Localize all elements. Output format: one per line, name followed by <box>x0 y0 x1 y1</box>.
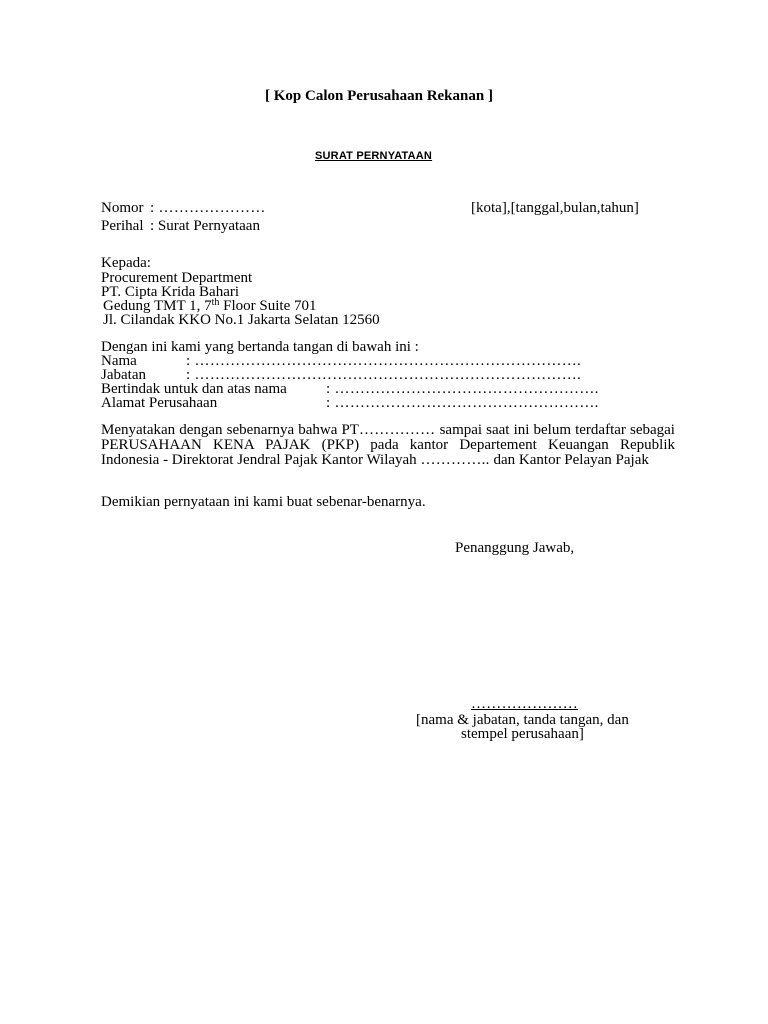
field-label-bertindak: Bertindak untuk dan atas nama <box>101 381 287 397</box>
field-value-jabatan: : …………………………………………………………………. <box>186 367 582 383</box>
nomor-label: Nomor <box>101 200 144 216</box>
perihal-value: : Surat Pernyataan <box>150 218 260 234</box>
recipient-building-sup: th <box>211 297 220 308</box>
recipient-building-text: Gedung TMT 1, 7 <box>103 298 212 314</box>
field-value-alamat: : ……………………………………………. <box>326 395 599 411</box>
closing-sentence: Demikian pernyataan ini kami buat sebenar-benarnya. <box>101 494 426 510</box>
statement-dots-wilayah: ………….. <box>420 452 490 468</box>
perihal-label: Perihal <box>101 218 144 234</box>
recipient-company: PT. Cipta Krida Bahari <box>101 284 240 300</box>
recipient-building-floor: Floor Suite 701 <box>219 298 317 314</box>
statement-part2: sampai saat ini belum terdaftar sebagai PERUSAHAAN KENA PAJAK (PKP) pada kantor Departement Keuangan Republik Indonesia - Direktorat Jendral Pajak Kantor Wilayah <box>101 422 675 468</box>
recipient-kepada: Kepada: <box>101 255 151 271</box>
statement-part1: Menyatakan dengan sebenarnya bahwa PT <box>101 422 359 438</box>
nomor-value: : ………………… <box>150 200 266 216</box>
field-label-alamat: Alamat Perusahaan <box>101 395 218 411</box>
recipient-department: Procurement Department <box>101 270 253 286</box>
recipient-address: Jl. Cilandak KKO No.1 Jakarta Selatan 12560 <box>103 312 380 328</box>
signer-intro: Dengan ini kami yang bertanda tangan di bawah ini : <box>101 339 419 355</box>
signature-line: ………………… <box>471 696 579 712</box>
place-date: [kota],[tanggal,bulan,tahun] <box>471 200 639 216</box>
field-value-bertindak: : ……………………………………………. <box>326 381 599 397</box>
field-label-jabatan: Jabatan <box>101 367 146 383</box>
statement-part3: dan Kantor Pelayan Pajak <box>489 452 649 468</box>
field-label-nama: Nama <box>101 353 137 369</box>
statement-paragraph <box>101 423 675 468</box>
document-title: SURAT PERNYATAAN <box>315 150 433 162</box>
letterhead-placeholder: [ Kop Calon Perusahaan Rekanan ] <box>265 88 493 104</box>
statement-dots-pt: …………… <box>358 422 436 438</box>
signature-heading: Penanggung Jawab, <box>455 540 575 556</box>
field-value-nama: : …………………………………………………………………. <box>186 353 582 369</box>
signature-note-line1: [nama & jabatan, tanda tangan, dan <box>416 712 629 728</box>
signature-note-line2: stempel perusahaan] <box>461 726 584 742</box>
